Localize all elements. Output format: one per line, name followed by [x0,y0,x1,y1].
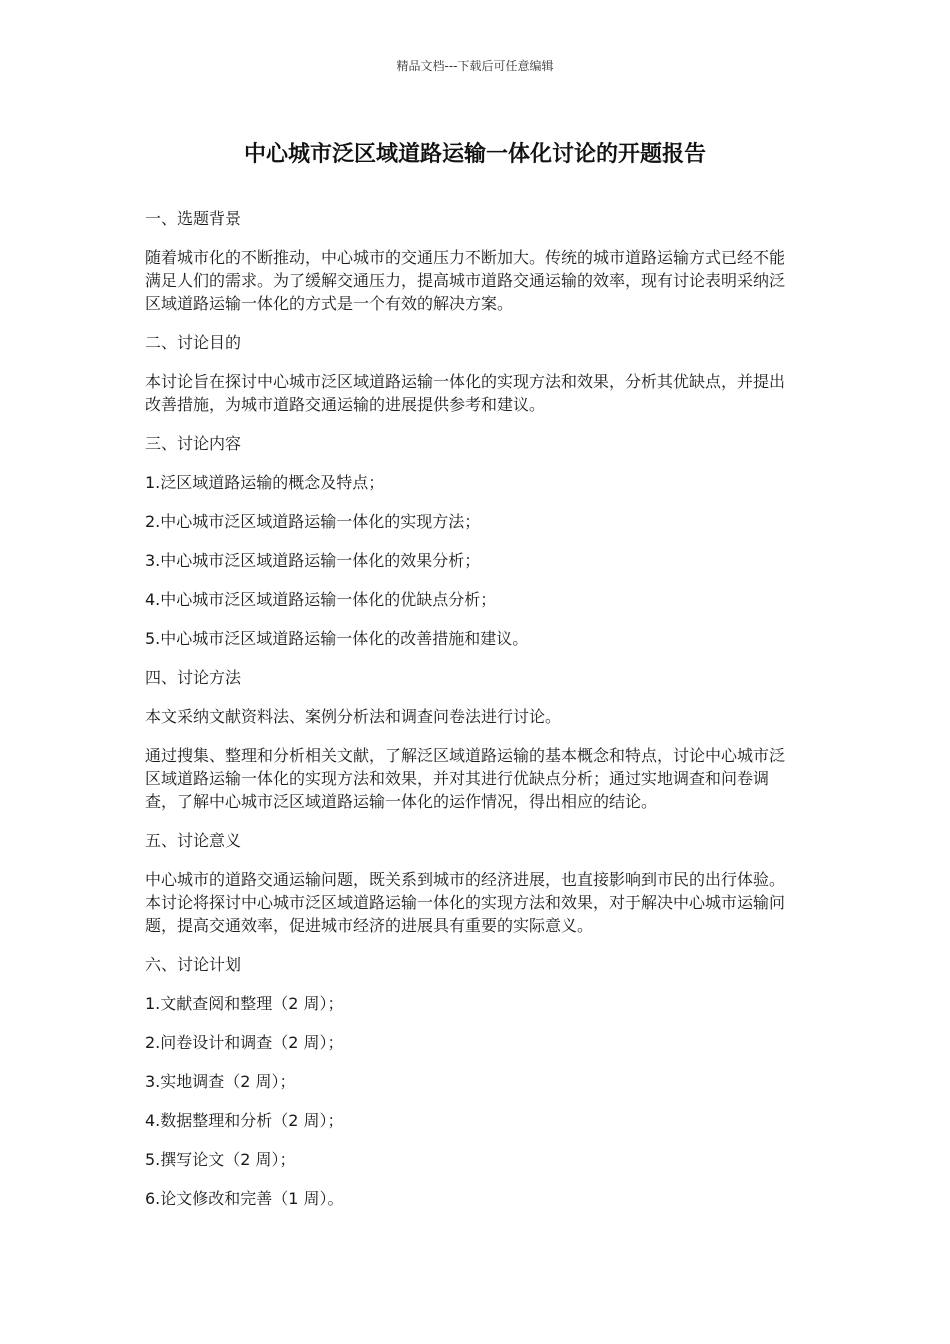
list-item-content: 3.中心城市泛区域道路运输一体化的效果分析； [145,551,481,570]
list-item-content: 1.泛区域道路运输的概念及特点； [145,473,385,492]
list-item-content: 5.中心城市泛区域道路运输一体化的改善措施和建议。 [145,629,529,648]
section-heading-background: 一、选题背景 [145,209,242,228]
section-heading-method: 四、讨论方法 [145,668,242,687]
document-body [145,207,797,1226]
list-item-plan: 3.实地调查（2 周）； [145,1072,296,1091]
list-item-content: 2.中心城市泛区域道路运输一体化的实现方法； [145,512,481,531]
section-heading-purpose: 二、讨论目的 [145,333,242,352]
list-item-plan: 4.数据整理和分析（2 周）； [145,1111,344,1130]
list-item-plan: 6.论文修改和完善（1 周）。 [145,1189,344,1208]
paragraph-method-2: 通过搜集、整理和分析相关文献，了解泛区域道路运输的基本概念和特点，讨论中心城市泛区域道路运输一体化的实现方法和效果，并对其进行优缺点分析；通过实地调查和问卷调查，了解中心城市泛区域道路运输一体化的运作情况，得出相应的结论。 [145,746,786,811]
paragraph-significance: 中心城市的道路交通运输问题，既关系到城市的经济进展，也直接影响到市民的出行体验。本讨论将探讨中心城市泛区域道路运输一体化的实现方法和效果，对于解决中心城市运输问题，提高交通效率，促进城市经济的进展具有重要的实际意义。 [145,870,786,935]
list-item-plan: 5.撰写论文（2 周）； [145,1150,296,1169]
section-heading-significance: 五、讨论意义 [145,831,242,850]
list-item-plan: 2.问卷设计和调查（2 周）； [145,1033,344,1052]
paragraph-purpose: 本讨论旨在探讨中心城市泛区域道路运输一体化的实现方法和效果，分析其优缺点，并提出改善措施，为城市道路交通运输的进展提供参考和建议。 [145,372,786,414]
list-item-content: 4.中心城市泛区域道路运输一体化的优缺点分析； [145,590,497,609]
paragraph-method-1: 本文采纳文献资料法、案例分析法和调查问卷法进行讨论。 [145,707,562,726]
section-heading-plan: 六、讨论计划 [145,955,242,974]
paragraph-background: 随着城市化的不断推动，中心城市的交通压力不断加大。传统的城市道路运输方式已经不能满足人们的需求。为了缓解交通压力，提高城市道路交通运输的效率，现有讨论表明采纳泛区域道路运输一体化的方式是一个有效的解决方案。 [145,248,786,313]
page-header: 精品文档---下载后可任意编辑 [396,59,554,73]
document-title: 中心城市泛区域道路运输一体化讨论的开题报告 [243,142,706,167]
section-heading-content: 三、讨论内容 [145,434,242,453]
list-item-plan: 1.文献查阅和整理（2 周）； [145,994,344,1013]
